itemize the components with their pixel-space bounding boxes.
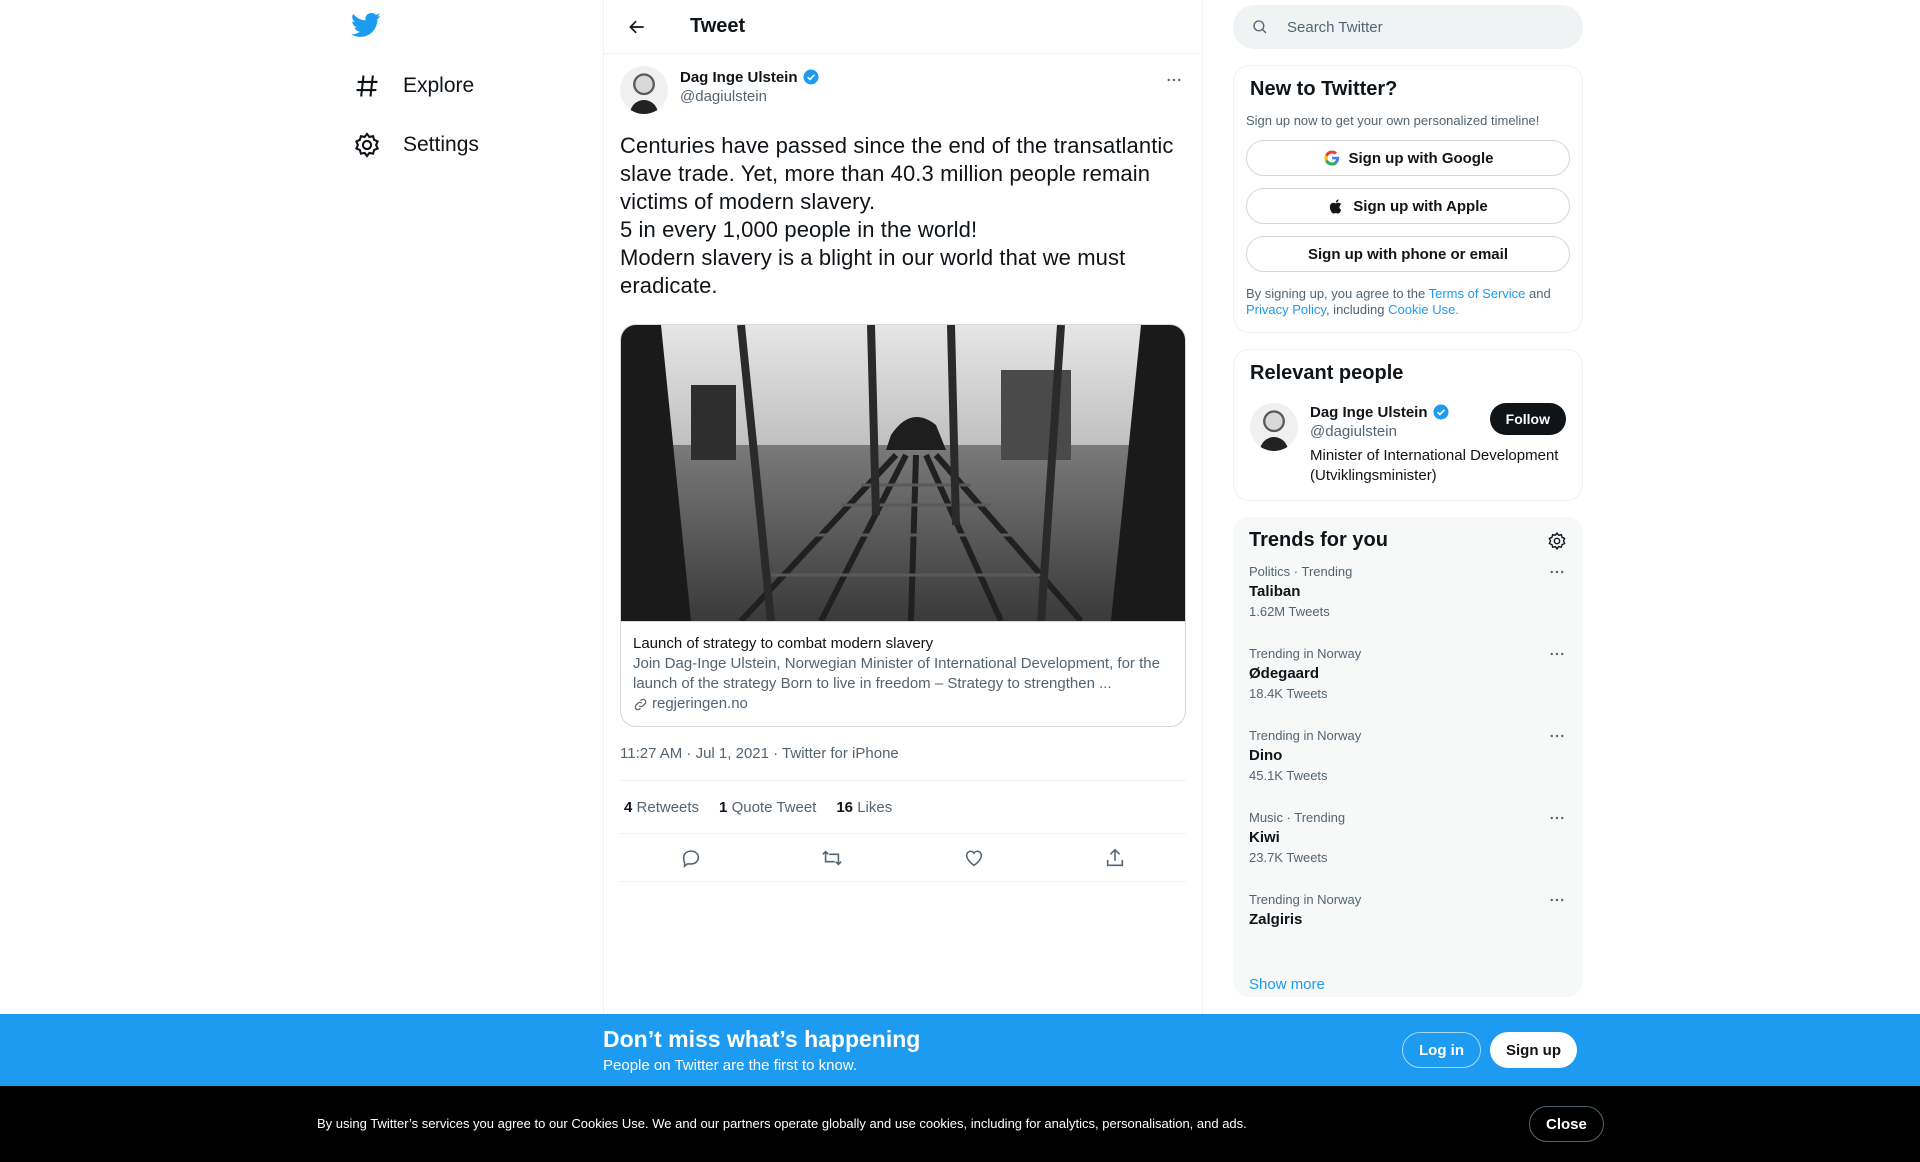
reply-icon (680, 847, 702, 869)
terms-and: and (1525, 286, 1551, 301)
relevant-people-title: Relevant people (1250, 362, 1404, 384)
show-more-link[interactable]: Show more (1249, 976, 1325, 993)
likes-count: 16 (836, 798, 854, 816)
verified-badge-icon (1432, 403, 1450, 421)
terms-prefix: By signing up, you agree to the (1246, 286, 1429, 301)
person-name[interactable]: Dag Inge Ulstein (1310, 403, 1428, 421)
trend-count: 1.62M Tweets (1249, 604, 1330, 619)
signup-phone-email-button[interactable] (1246, 236, 1570, 272)
main-column (603, 0, 1203, 1162)
tweet-meta[interactable]: 11:27 AM · Jul 1, 2021 · Twitter for iPhone (620, 745, 1186, 781)
signup-apple-label: Sign up with Apple (1353, 197, 1488, 215)
trend-item[interactable] (1233, 798, 1583, 880)
likes-stat[interactable] (836, 799, 892, 816)
signup-apple-button[interactable] (1246, 188, 1570, 224)
more-icon (1165, 71, 1183, 89)
cookie-use-link[interactable]: Cookie Use. (1388, 302, 1459, 317)
new-to-twitter-title: New to Twitter? (1250, 78, 1398, 100)
card-description: Join Dag-Inge Ulstein, Norwegian Minister of International Development, for the launch of the strategy Born to live in freedom – Strategy to strengthen ... (633, 655, 1160, 692)
search-input[interactable] (1287, 19, 1537, 36)
terms-of-service-link[interactable]: Terms of Service (1428, 286, 1526, 301)
trend-item[interactable] (1233, 880, 1583, 962)
person-bio: Minister of International Development (Utviklingsminister) (1310, 447, 1559, 484)
avatar[interactable] (620, 66, 668, 114)
retweets-stat[interactable] (624, 799, 699, 816)
reply-button[interactable] (673, 840, 709, 876)
login-button[interactable]: Log in (1402, 1032, 1481, 1068)
twitter-logo-icon[interactable] (351, 10, 387, 46)
more-icon (1548, 891, 1566, 909)
tweet-author (620, 66, 1186, 114)
trend-context: Trending in Norway (1249, 728, 1362, 743)
relevant-people-panel (1233, 349, 1583, 501)
card-body (621, 621, 1185, 726)
gear-icon (353, 131, 381, 159)
back-button[interactable] (620, 10, 654, 44)
terms-including: , including (1325, 302, 1389, 317)
trend-context: Music · Trending (1249, 810, 1346, 825)
hashtag-icon (353, 72, 381, 100)
trend-name: Dino (1249, 747, 1283, 764)
nav-label-explore: Explore (403, 74, 475, 97)
nav-label-settings: Settings (403, 133, 479, 156)
trend-more-button[interactable] (1547, 726, 1567, 746)
cookie-banner (0, 1086, 1920, 1162)
trend-count: 45.1K Tweets (1249, 768, 1328, 783)
tweet-text: Centuries have passed since the end of the transatlantic slave trade. Yet, more than 40.3 million people remain victims of modern slavery. 5 in every 1,000 people in the world! Modern slavery is a blight in our world that we must eradicate. (620, 133, 1174, 298)
signup-phone-email-label: Sign up with phone or email (1307, 245, 1508, 263)
tweet (604, 54, 1202, 882)
trend-more-button[interactable] (1547, 808, 1567, 828)
signup-google-button[interactable] (1246, 140, 1570, 176)
person-handle[interactable]: @dagiulstein (1310, 423, 1397, 440)
privacy-policy-link[interactable]: Privacy Policy (1246, 302, 1326, 317)
trend-count: 18.4K Tweets (1249, 686, 1328, 701)
cookie-close-button[interactable]: Close (1529, 1106, 1604, 1142)
quotes-count: 1 (719, 798, 728, 816)
trend-name: Taliban (1249, 583, 1301, 600)
card-title: Launch of strategy to combat modern slavery (633, 635, 934, 652)
trend-context: Trending in Norway (1249, 892, 1362, 907)
card-domain-text: regjeringen.no (652, 695, 748, 712)
quotes-label: Quote Tweet (731, 798, 817, 816)
tweet-actions (620, 834, 1186, 882)
search-icon (1251, 18, 1269, 36)
more-icon (1548, 727, 1566, 745)
retweets-label: Retweets (636, 798, 700, 816)
trends-title: Trends for you (1249, 529, 1388, 551)
tweet-stats (620, 781, 1186, 834)
trend-name: Zalgiris (1249, 911, 1303, 928)
trend-name: Kiwi (1249, 829, 1280, 846)
search-bar[interactable] (1233, 5, 1583, 49)
author-handle[interactable]: @dagiulstein (680, 88, 767, 105)
relevant-person[interactable] (1250, 403, 1566, 486)
trend-more-button[interactable] (1547, 644, 1567, 664)
author-name[interactable]: Dag Inge Ulstein (680, 68, 798, 86)
retweet-icon (821, 847, 843, 869)
more-icon (1548, 563, 1566, 581)
signup-banner (0, 1014, 1920, 1086)
card-image (621, 325, 1185, 621)
signup-google-label: Sign up with Google (1348, 149, 1494, 167)
follow-button[interactable]: Follow (1490, 403, 1566, 435)
trend-more-button[interactable] (1547, 562, 1567, 582)
quotes-stat[interactable] (719, 799, 816, 816)
more-icon (1548, 809, 1566, 827)
google-icon (1323, 149, 1341, 167)
retweets-count: 4 (624, 798, 633, 816)
trend-count: 23.7K Tweets (1249, 850, 1328, 865)
nav-item-explore[interactable] (343, 60, 484, 112)
like-icon (963, 847, 985, 869)
trend-name: Ødegaard (1249, 665, 1320, 682)
nav-item-settings[interactable] (343, 119, 489, 171)
share-icon (1104, 847, 1126, 869)
trend-item[interactable] (1233, 552, 1583, 634)
page-header (604, 0, 1202, 54)
new-to-twitter-subtitle: Sign up now to get your own personalized timeline! (1246, 113, 1540, 128)
like-button[interactable] (956, 840, 992, 876)
tweet-more-button[interactable] (1162, 68, 1186, 92)
trend-context: Politics · Trending (1249, 564, 1353, 579)
retweet-button[interactable] (814, 840, 850, 876)
apple-icon (1328, 198, 1345, 215)
page-title: Tweet (690, 15, 746, 37)
trends-panel (1233, 517, 1583, 997)
share-button[interactable] (1097, 840, 1133, 876)
link-icon (633, 697, 648, 712)
signup-button[interactable]: Sign up (1490, 1032, 1577, 1068)
signup-terms (1246, 286, 1570, 318)
trend-item[interactable] (1233, 634, 1583, 716)
verified-badge-icon (802, 68, 820, 86)
likes-label: Likes (857, 798, 893, 816)
new-to-twitter-panel (1233, 65, 1583, 333)
trend-more-button[interactable] (1547, 890, 1567, 910)
cookie-text: By using Twitter’s services you agree to our Cookies Use. We and our partners operate globally and use cookies, including for analytics, personalisation, and ads. (317, 1116, 1247, 1131)
link-card[interactable] (620, 324, 1186, 727)
more-icon (1548, 645, 1566, 663)
banner-subtitle: People on Twitter are the first to know. (603, 1057, 858, 1074)
avatar[interactable] (1250, 403, 1298, 451)
trend-item[interactable] (1233, 716, 1583, 798)
card-domain (633, 694, 1173, 714)
banner-title: Don’t miss what’s happening (603, 1026, 921, 1052)
back-arrow-icon (627, 17, 647, 37)
right-sidebar (1233, 0, 1583, 997)
trend-context: Trending in Norway (1249, 646, 1362, 661)
gear-icon[interactable] (1547, 531, 1567, 551)
